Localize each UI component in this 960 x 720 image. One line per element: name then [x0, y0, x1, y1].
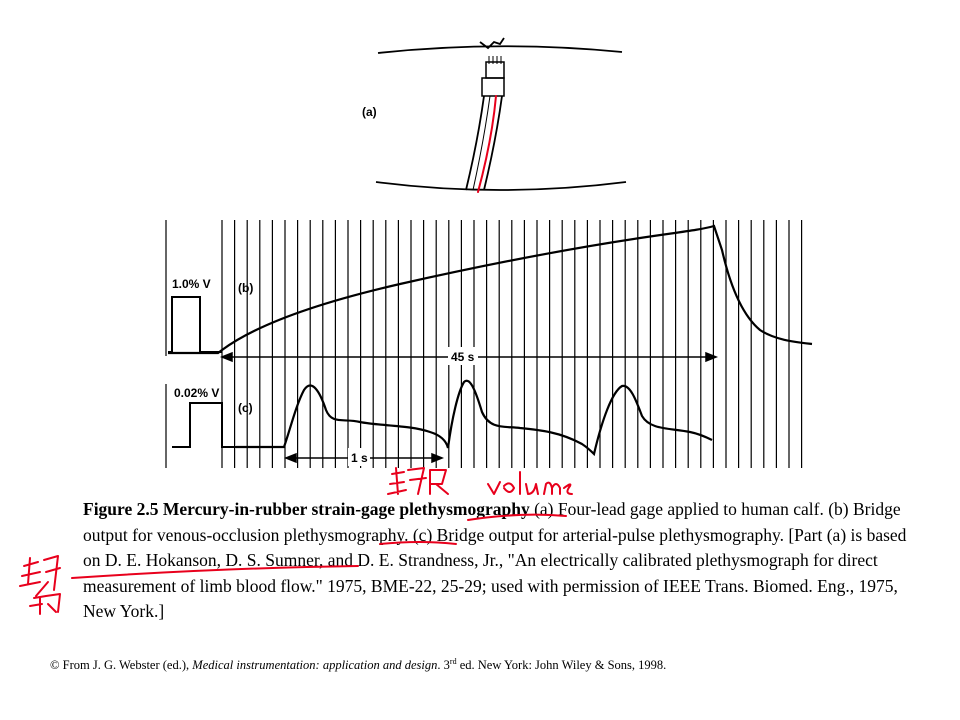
caption-title: Figure 2.5 Mercury-in-rubber strain-gage plethysmography: [83, 499, 530, 519]
ink-chars-arterial: [20, 556, 60, 614]
calf-upper-contour: [378, 46, 622, 53]
panel-b-label: (b): [238, 281, 254, 295]
gage-body: [482, 78, 504, 96]
credit-prefix: © From J. G. Webster (ed.),: [50, 658, 193, 673]
credit-suffix: ed. New York: John Wiley & Sons, 1998.: [456, 658, 667, 673]
calib-pulse-b: [168, 297, 222, 352]
credit-edition-sup: rd: [449, 657, 457, 666]
time-grid: [166, 220, 802, 468]
calib-label-c: 0.02% V: [174, 386, 220, 400]
gage-lead-right: [484, 96, 502, 190]
credit-edition: . 3: [437, 658, 450, 673]
calib-pulse-c: [172, 403, 236, 447]
calib-label-b: 1.0% V: [172, 277, 211, 291]
time-label-1s: 1 s: [351, 451, 368, 465]
gage-connector: [486, 62, 504, 78]
credit-book-title: Medical instrumentation: application and design: [192, 658, 438, 673]
panel-a-label: (a): [362, 105, 377, 119]
caption-body: (a) Four-lead gage applied to human calf. (b) Bridge output for venous-occlusion plethysmography. (c) Bridge output for arterial-pulse plethysmography. [Part (a) is based on D. E. Hokanson, D. S. Sumner, and D. E. Strandness, Jr., "An electrically calibrated plethysmograph for direct measurement of limb blood flow." 1975, BME-22, 25-29; used with permission of IEEE Trans. Biomed. Eng., 1975, New York.]: [83, 499, 907, 621]
venous-occlusion-trace: [168, 226, 812, 353]
gage-lead-left: [466, 96, 484, 190]
calf-lower-contour: [376, 182, 626, 190]
calibration-pulses: [168, 297, 236, 447]
source-credit: [50, 654, 930, 673]
time-label-45s: 45 s: [451, 350, 475, 364]
panel-a-gage-drawing: [376, 38, 626, 190]
figure-caption: [83, 497, 913, 625]
panel-c-label: (c): [238, 401, 253, 415]
